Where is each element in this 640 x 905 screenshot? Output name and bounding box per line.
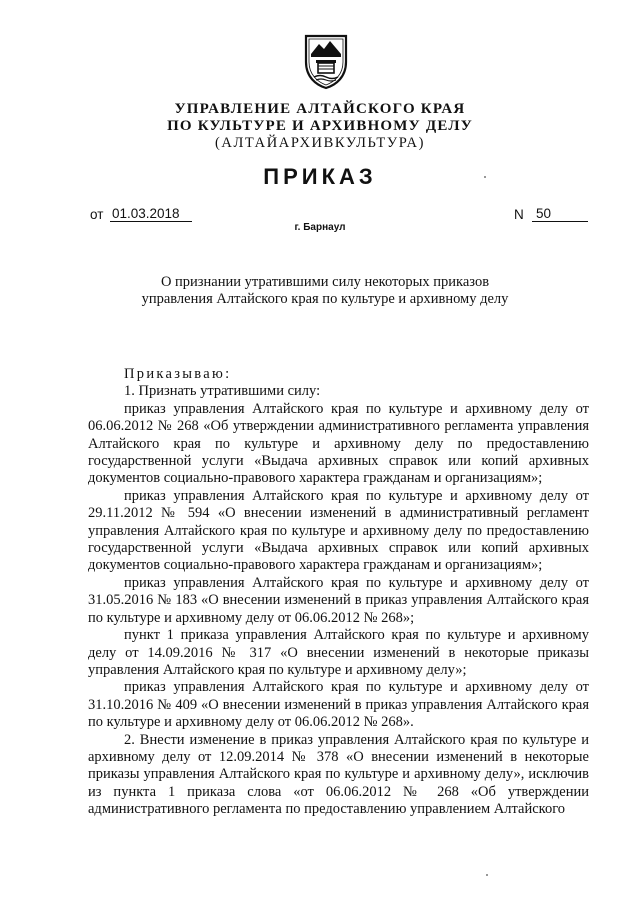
org-name-line-2: ПО КУЛЬТУРЕ И АРХИВНОМУ ДЕЛУ [167, 118, 473, 134]
document-subject [130, 274, 520, 308]
revoked-order-1: приказ управления Алтайского края по культуре и архивному делу от 06.06.2012 № 268 «Об утверждении административного регламента управления Алтайского края по культуре и архивному делу по предоставлению государственной услуги «Выдача архивных справок или копий архивных документов социально-правового характера гражданам и организациям»; [88, 400, 589, 487]
document-body [88, 366, 589, 819]
date-label: от [90, 207, 104, 222]
subject-line-2: управления Алтайского края по культуре и архивному делу [141, 291, 509, 307]
document-type-title: ПРИКАЗ [263, 164, 377, 189]
subject-line-1: О признании утратившими силу некоторых приказов [160, 274, 490, 290]
org-short-name: (АЛТАЙАРХИВКУЛЬТУРА) [214, 135, 426, 151]
item-1-title: 1. Признать утратившими силу: [124, 383, 321, 400]
revoked-order-5: приказ управления Алтайского края по культуре и архивному делу от 31.10.2016 № 409 «О внесении изменений в приказ управления Алтайского края по культуре и архивному делу от 06.06.2012 № 268». [88, 679, 589, 731]
revoked-order-3: приказ управления Алтайского края по культуре и архивному делу от 31.05.2016 № 183 «О внесении изменений в приказ управления Алтайского края по культуре и архивному делу от 06.06.2012 № 268»; [88, 574, 589, 626]
altai-krai-coat-of-arms-icon [300, 32, 352, 90]
order-intro: Приказываю: [124, 366, 232, 382]
scan-speck [486, 874, 488, 876]
revoked-order-2: приказ управления Алтайского края по культуре и архивному делу от 29.11.2012 № 594 «О внесении изменений в административный регламент управления Алтайского края по культуре и архивному делу по предоставлению государственной услуги «Выдача архивных справок или копий архивных документов социально-правового характера гражданам и организациям»; [88, 487, 589, 574]
document-number: 50 [532, 206, 588, 222]
revoked-order-4: пункт 1 приказа управления Алтайского края по культуре и архивному делу от 14.09.2016 № 317 «О внесении изменений в некоторые приказы управления Алтайского края по культуре и архивному делу»; [88, 627, 589, 678]
scan-speck [484, 176, 486, 178]
org-name-line-1: УПРАВЛЕНИЕ АЛТАЙСКОГО КРАЯ [174, 101, 466, 117]
city: г. Барнаул [294, 222, 346, 233]
document-date: 01.03.2018 [110, 206, 192, 222]
number-label: N [514, 207, 524, 222]
item-2-text: 2. Внести изменение в приказ управления Алтайского края по культуре и архивному делу от 12.09.2014 № 378 «О внесении изменений в некоторые приказы управления Алтайского края по культуре и архивному делу», исключив из пункта 1 приказа слова «от 06.06.2012 № 268 «Об утверждении административного регламента по предоставлению управлением Алтайского [88, 731, 589, 818]
